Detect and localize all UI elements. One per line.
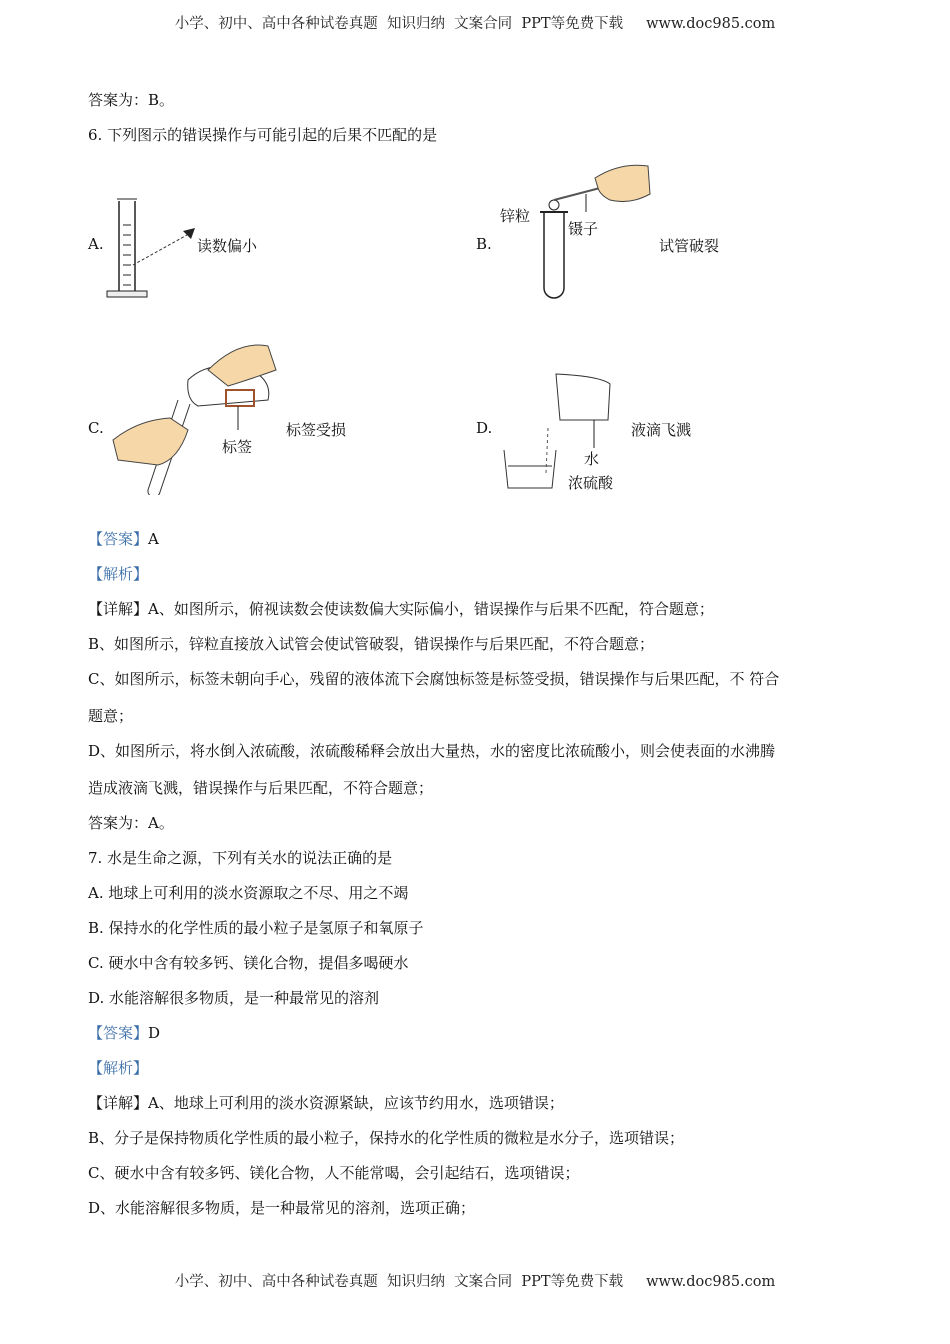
option-c-caption: 标签受损 [286, 421, 347, 439]
tweezers-label: 镊子 [568, 220, 599, 238]
q7-option-a: A. 地球上可利用的淡水资源取之不尽、用之不竭 [88, 884, 409, 902]
answer-tag: 【答案】 [88, 530, 149, 548]
q7-detail-line: D、水能溶解很多物质，是一种最常见的溶剂，选项正确； [88, 1199, 476, 1217]
q6-detail-line: 【详解】A、如图所示，俯视读数会使读数偏大实际偏小，错误操作与后果不匹配，符合题意； [88, 600, 714, 618]
option-a-letter: A. [88, 235, 104, 253]
option-a-caption: 读数偏小 [197, 237, 258, 255]
answer-value: D [148, 1024, 161, 1042]
sulfuric-acid-label: 浓硫酸 [568, 474, 614, 492]
q7-detail-line: 【详解】A、地球上可利用的淡水资源紧缺，应该节约用水，选项错误； [88, 1094, 564, 1112]
pouring-liquid-figure [108, 340, 278, 495]
option-b-caption: 试管破裂 [659, 237, 720, 255]
water-label: 水 [584, 450, 600, 468]
previous-answer: 答案为：B。 [88, 91, 175, 109]
q6-analysis-tag: 【解析】 [88, 565, 149, 583]
answer-value: A [148, 530, 159, 548]
q6-detail-line: 造成液滴飞溅，错误操作与后果匹配，不符合题意； [88, 779, 434, 797]
zinc-label: 锌粒 [500, 207, 531, 225]
q6-detail-line: B、如图所示，锌粒直接放入试管会使试管破裂，错误操作与后果匹配，不符合题意； [88, 635, 655, 653]
option-c-letter: C. [88, 419, 104, 437]
label-label: 标签 [222, 438, 253, 456]
page-footer: 小学、初中、高中各种试卷真题 知识归纳 文案合同 PPT等免费下载 www.doc985.com [174, 1274, 776, 1290]
q6-answer [88, 529, 159, 549]
question-6-stem: 6. 下列图示的错误操作与可能引起的后果不匹配的是 [88, 126, 438, 144]
q7-answer [88, 1023, 160, 1043]
answer-tag: 【答案】 [88, 1024, 149, 1042]
q6-detail-line: 题意； [88, 707, 134, 725]
q7-analysis-tag: 【解析】 [88, 1059, 149, 1077]
option-d-caption: 液滴飞溅 [631, 421, 692, 439]
q6-detail-line: D、如图所示，将水倒入浓硫酸，浓硫酸稀释会放出大量热，水的密度比浓硫酸小，则会使表面的水沸腾 [88, 742, 776, 760]
q6-detail-line: C、如图所示，标签未朝向手心，残留的液体流下会腐蚀标签是标签受损，错误操作与后果匹配，不 符合 [88, 670, 780, 688]
q7-detail-line: B、分子是保持物质化学性质的最小粒子，保持水的化学性质的微粒是水分子，选项错误； [88, 1129, 685, 1147]
option-d-letter: D. [476, 419, 493, 437]
q7-option-b: B. 保持水的化学性质的最小粒子是氢原子和氧原子 [88, 919, 424, 937]
question-7-stem: 7. 水是生命之源，下列有关水的说法正确的是 [88, 849, 393, 867]
page-header: 小学、初中、高中各种试卷真题 知识归纳 文案合同 PPT等免费下载 www.doc985.com [174, 16, 776, 32]
q7-detail-line: C、硬水中含有较多钙、镁化合物，人不能常喝，会引起结石，选项错误； [88, 1164, 580, 1182]
q7-option-c: C. 硬水中含有较多钙、镁化合物，提倡多喝硬水 [88, 954, 409, 972]
q7-option-d: D. 水能溶解很多物质，是一种最常见的溶剂 [88, 989, 380, 1007]
graduated-cylinder-figure [105, 195, 200, 307]
q6-final-answer: 答案为：A。 [88, 814, 174, 832]
option-b-letter: B. [476, 235, 492, 253]
